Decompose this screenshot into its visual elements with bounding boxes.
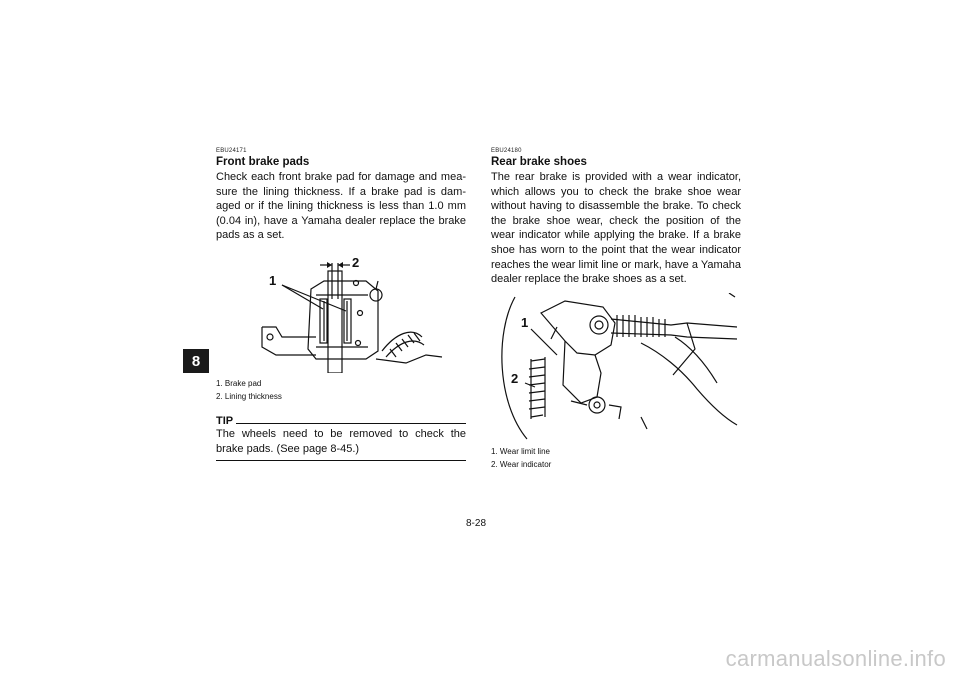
wear-indicator-illustration	[491, 293, 741, 441]
watermark: carmanualsonline.info	[725, 646, 946, 671]
rear-brake-shoes-section	[491, 148, 741, 471]
section-heading: Rear brake shoes	[491, 156, 587, 168]
figure-captions	[491, 445, 741, 471]
callout-1: 1	[269, 272, 277, 288]
brake-pad-illustration	[216, 251, 464, 373]
wear-indicator-drawing	[491, 293, 741, 441]
section-code: EBU24171	[216, 148, 247, 154]
tip-box	[216, 415, 466, 461]
tip-label: TIP	[216, 414, 234, 427]
caption-lining-thickness: 2. Lining thickness	[216, 391, 282, 401]
brake-pad-drawing	[216, 251, 464, 373]
callout-2: 2	[352, 254, 360, 270]
callout-2: 2	[511, 370, 519, 386]
tip-rule	[236, 423, 466, 424]
caption-wear-indicator: 2. Wear indicator	[491, 459, 552, 469]
section-code: EBU24180	[491, 148, 522, 154]
figure-captions	[216, 377, 466, 403]
tip-text: The wheels need to be removed to check the brake pads. (See page 8-45.)	[216, 427, 466, 455]
tip-end-rule	[216, 460, 466, 461]
front-brake-pads-section	[216, 148, 466, 461]
section-heading: Front brake pads	[216, 156, 310, 168]
caption-wear-limit-line: 1. Wear limit line	[491, 446, 550, 456]
chapter-tab: 8	[183, 349, 209, 373]
section-body: Check each front brake pad for damage and mea-sure the lining thickness. If a brake pad is dam-aged or if the lining thickness is less than 1.0 mm (0.04 in), have a Yamaha dealer replace the brake pads as a set.	[216, 171, 466, 242]
callout-1: 1	[521, 314, 529, 330]
page-number: 8-28	[466, 518, 487, 529]
caption-brake-pad: 1. Brake pad	[216, 378, 262, 388]
section-body: The rear brake is provided with a wear indicator, which allows you to check the brake shoe wear without having to disassemble the brake. To check the brake shoe wear, check the position of the wear indicator while applying the brake. If a brake shoe has worn to the point that the wear indicator reaches the wear limit line or mark, have a Yamaha dealer replace the brake shoes as a set.	[491, 171, 741, 286]
